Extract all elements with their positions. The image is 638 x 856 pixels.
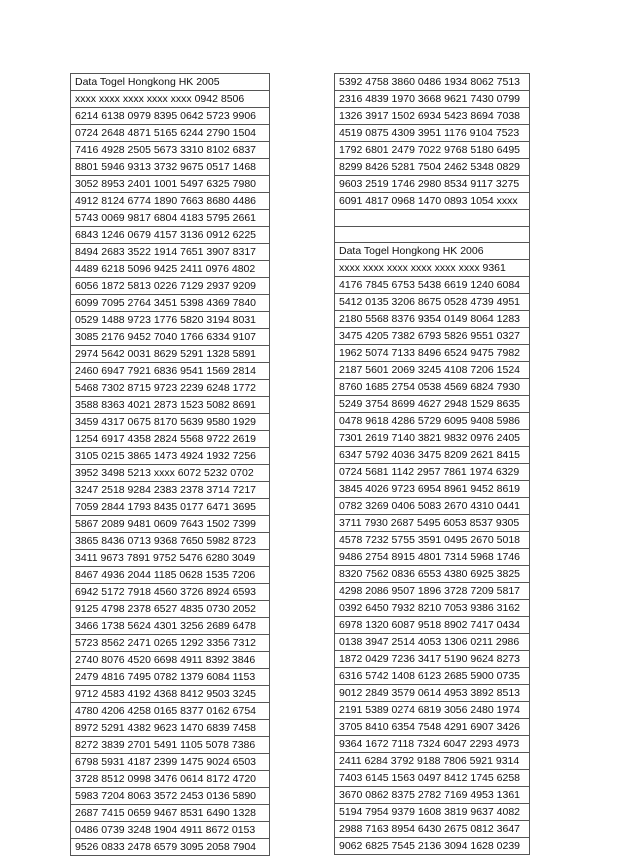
number-row: 8299 8426 5281 7504 2462 5348 0829: [335, 159, 530, 176]
table-row: [335, 176, 530, 193]
number-row: 3845 4026 9723 6954 8961 9452 8619: [335, 481, 530, 498]
number-row: 1326 3917 1502 6934 5423 8694 7038: [335, 108, 530, 125]
number-row: 4298 2086 9507 1896 3728 7209 5817: [335, 583, 530, 600]
table-row: [335, 787, 530, 804]
number-row: 3052 8953 2401 1001 5497 6325 7980: [71, 176, 270, 193]
number-row: 4578 7232 5755 3591 0495 2670 5018: [335, 532, 530, 549]
number-row: 2974 5642 0031 8629 5291 1328 5891: [71, 346, 270, 363]
number-row: 1872 0429 7236 3417 5190 9624 8273: [335, 651, 530, 668]
number-row: 3705 8410 6354 7548 4291 6907 3426: [335, 719, 530, 736]
table-row: [71, 397, 270, 414]
table-row: [71, 244, 270, 261]
number-row: 1792 6801 2479 7022 9768 5180 6495: [335, 142, 530, 159]
table-row: [71, 329, 270, 346]
table-row: [71, 74, 270, 91]
number-row: 9603 2519 1746 2980 8534 9117 3275: [335, 176, 530, 193]
number-row: 3411 9673 7891 9752 5476 6280 3049: [71, 550, 270, 567]
table-row: [335, 328, 530, 345]
table-row: [71, 346, 270, 363]
table-row: [335, 549, 530, 566]
table-row: [335, 702, 530, 719]
table-row: [335, 243, 530, 260]
table-row: [335, 668, 530, 685]
table-row: [71, 788, 270, 805]
table-row: [335, 413, 530, 430]
table-row: [335, 74, 530, 91]
table-row: [335, 583, 530, 600]
table-row: [335, 753, 530, 770]
table-row: [71, 703, 270, 720]
table-row: [71, 465, 270, 482]
table-row: [71, 261, 270, 278]
table-title-2006: Data Togel Hongkong HK 2006: [335, 243, 530, 260]
number-row: 9712 4583 4192 4368 8412 9503 3245: [71, 686, 270, 703]
number-row: 3247 2518 9284 2383 2378 3714 7217: [71, 482, 270, 499]
table-row: [71, 618, 270, 635]
left-data-table: [70, 73, 270, 856]
number-row: 5983 7204 8063 3572 2453 0136 5890: [71, 788, 270, 805]
number-row: 8972 5291 4382 9623 1470 6839 7458: [71, 720, 270, 737]
number-row: 6798 5931 4187 2399 1475 9024 6503: [71, 754, 270, 771]
table-row: [335, 277, 530, 294]
number-row: 5249 3754 8699 4627 2948 1529 8635: [335, 396, 530, 413]
table-title-2005: Data Togel Hongkong HK 2005: [71, 74, 270, 91]
right-data-table: [334, 73, 530, 855]
table-row: [71, 720, 270, 737]
number-row: 2180 5568 8376 9354 0149 8064 1283: [335, 311, 530, 328]
table-row: [71, 108, 270, 125]
table-row: [335, 719, 530, 736]
number-row: 2316 4839 1970 3668 9621 7430 0799: [335, 91, 530, 108]
number-row: 3588 8363 4021 2873 1523 5082 8691: [71, 397, 270, 414]
number-row: 2411 6284 3792 9188 7806 5921 9314: [335, 753, 530, 770]
table-row: [335, 617, 530, 634]
number-row: 6056 1872 5813 0226 7129 2937 9209: [71, 278, 270, 295]
number-row: 6091 4817 0968 1470 0893 1054 xxxx: [335, 193, 530, 210]
number-row: 2460 6947 7921 6836 9541 1569 2814: [71, 363, 270, 380]
number-row: 9012 2849 3579 0614 4953 3892 8513: [335, 685, 530, 702]
number-row: 5723 8562 2471 0265 1292 3356 7312: [71, 635, 270, 652]
empty-row: [335, 210, 530, 227]
number-row: 4912 8124 6774 1890 7663 8680 4486: [71, 193, 270, 210]
number-row: 3459 4317 0675 8170 5639 9580 1929: [71, 414, 270, 431]
table-row: [71, 516, 270, 533]
number-row: 6316 5742 1408 6123 2685 5900 0735: [335, 668, 530, 685]
table-row: [71, 482, 270, 499]
number-row: 0724 2648 4871 5165 6244 2790 1504: [71, 125, 270, 142]
number-row: 7059 2844 1793 8435 0177 6471 3695: [71, 499, 270, 516]
number-row: 7403 6145 1563 0497 8412 1745 6258: [335, 770, 530, 787]
table-row: [335, 362, 530, 379]
table-row: [71, 91, 270, 108]
table-row: [335, 838, 530, 855]
number-row: 9526 0833 2478 6579 3095 2058 7904: [71, 839, 270, 856]
number-row: 3475 4205 7382 6793 5826 9551 0327: [335, 328, 530, 345]
number-row: 1962 5074 7133 8496 6524 9475 7982: [335, 345, 530, 362]
number-row: 3711 7930 2687 5495 6053 8537 9305: [335, 515, 530, 532]
table-row: [71, 363, 270, 380]
table-row: [335, 600, 530, 617]
table-row: [71, 737, 270, 754]
number-row: 5867 2089 9481 0609 7643 1502 7399: [71, 516, 270, 533]
table-row: [335, 447, 530, 464]
table-row: [71, 584, 270, 601]
number-row: 2191 5389 0274 6819 3056 2480 1974: [335, 702, 530, 719]
table-row: [335, 210, 530, 227]
number-row: 0138 3947 2514 4053 1306 0211 2986: [335, 634, 530, 651]
number-row: 4489 6218 5096 9425 2411 0976 4802: [71, 261, 270, 278]
table-row: [335, 379, 530, 396]
table-row: [71, 278, 270, 295]
number-row: 3670 0862 8375 2782 7169 4953 1361: [335, 787, 530, 804]
table-row: [335, 515, 530, 532]
number-row: 5412 0135 3206 8675 0528 4739 4951: [335, 294, 530, 311]
left-table-body: [71, 74, 270, 856]
table-row: [71, 652, 270, 669]
table-row: [71, 176, 270, 193]
number-row: 8467 4936 2044 1185 0628 1535 7206: [71, 567, 270, 584]
number-row: 3466 1738 5624 4301 3256 2689 6478: [71, 618, 270, 635]
table-row: [335, 498, 530, 515]
number-row: 5468 7302 8715 9723 2239 6248 1772: [71, 380, 270, 397]
number-row: 0529 1488 9723 1776 5820 3194 8031: [71, 312, 270, 329]
table-row: [71, 380, 270, 397]
number-row: 6214 6138 0979 8395 0642 5723 9906: [71, 108, 270, 125]
number-row: 7301 2619 7140 3821 9832 0976 2405: [335, 430, 530, 447]
table-row: [335, 108, 530, 125]
table-row: [335, 142, 530, 159]
table-row: [71, 193, 270, 210]
table-row: [71, 499, 270, 516]
table-row: [335, 125, 530, 142]
number-row: 0782 3269 0406 5083 2670 4310 0441: [335, 498, 530, 515]
number-row: 8494 2683 3522 1914 7651 3907 8317: [71, 244, 270, 261]
number-row: 9125 4798 2378 6527 4835 0730 2052: [71, 601, 270, 618]
table-row: [335, 159, 530, 176]
number-row: 3105 0215 3865 1473 4924 1932 7256: [71, 448, 270, 465]
table-row: [335, 345, 530, 362]
number-row: 6978 1320 6087 9518 8902 7417 0434: [335, 617, 530, 634]
table-row: [335, 770, 530, 787]
number-row: 2187 5601 2069 3245 4108 7206 1524: [335, 362, 530, 379]
table-row: [71, 771, 270, 788]
number-row: 0392 6450 7932 8210 7053 9386 3162: [335, 600, 530, 617]
number-row: 4519 0875 4309 3951 1176 9104 7523: [335, 125, 530, 142]
number-row: 3865 8436 0713 9368 7650 5982 8723: [71, 533, 270, 550]
table-row: [71, 550, 270, 567]
number-row: 6099 7095 2764 3451 5398 4369 7840: [71, 295, 270, 312]
number-row: 7416 4928 2505 5673 3310 8102 6837: [71, 142, 270, 159]
table-row: [71, 125, 270, 142]
table-row: [71, 601, 270, 618]
table-row: [71, 635, 270, 652]
table-row: [71, 533, 270, 550]
empty-row: [335, 226, 530, 243]
table-row: [71, 210, 270, 227]
number-row: 9364 1672 7118 7324 6047 2293 4973: [335, 736, 530, 753]
table-row: [335, 396, 530, 413]
table-row: [71, 295, 270, 312]
table-row: [335, 311, 530, 328]
number-row: 4780 4206 4258 0165 8377 0162 6754: [71, 703, 270, 720]
table-row: [335, 804, 530, 821]
table-row: [71, 805, 270, 822]
table-row: [71, 227, 270, 244]
table-row: [71, 312, 270, 329]
number-row: 8801 5946 9313 3732 9675 0517 1468: [71, 159, 270, 176]
number-row: 9486 2754 8915 4801 7314 5968 1746: [335, 549, 530, 566]
table-row: [335, 193, 530, 210]
table-row: [335, 736, 530, 753]
right-table-body: [335, 74, 530, 855]
table-row: [335, 294, 530, 311]
table-row: [335, 226, 530, 243]
table-row: [71, 448, 270, 465]
number-row: 1254 6917 4358 2824 5568 9722 2619: [71, 431, 270, 448]
table-row: [335, 430, 530, 447]
table-row: [335, 91, 530, 108]
table-row: [335, 260, 530, 277]
number-row: 3085 2176 9452 7040 1766 6334 9107: [71, 329, 270, 346]
table-row: [71, 839, 270, 856]
number-row: 2740 8076 4520 6698 4911 8392 3846: [71, 652, 270, 669]
table-row: [335, 481, 530, 498]
table-subtitle-2005: xxxx xxxx xxxx xxxx xxxx 0942 8506: [71, 91, 270, 108]
table-row: [335, 634, 530, 651]
table-row: [71, 754, 270, 771]
table-row: [335, 821, 530, 838]
number-row: 2479 4816 7495 0782 1379 6084 1153: [71, 669, 270, 686]
number-row: 8272 3839 2701 5491 1105 5078 7386: [71, 737, 270, 754]
table-row: [71, 431, 270, 448]
number-row: 8320 7562 0836 6553 4380 6925 3825: [335, 566, 530, 583]
number-row: 5743 0069 9817 6804 4183 5795 2661: [71, 210, 270, 227]
number-row: 6843 1246 0679 4157 3136 0912 6225: [71, 227, 270, 244]
number-row: 4176 7845 6753 5438 6619 1240 6084: [335, 277, 530, 294]
table-row: [71, 159, 270, 176]
number-row: 0486 0739 3248 1904 4911 8672 0153: [71, 822, 270, 839]
number-row: 5392 4758 3860 0486 1934 8062 7513: [335, 74, 530, 91]
number-row: 6347 5792 4036 3475 8209 2621 8415: [335, 447, 530, 464]
table-row: [335, 532, 530, 549]
table-row: [71, 669, 270, 686]
number-row: 0478 9618 4286 5729 6095 9408 5986: [335, 413, 530, 430]
number-row: 3728 8512 0998 3476 0614 8172 4720: [71, 771, 270, 788]
table-row: [335, 685, 530, 702]
number-row: 6942 5172 7918 4560 3726 8924 6593: [71, 584, 270, 601]
number-row: 0724 5681 1142 2957 7861 1974 6329: [335, 464, 530, 481]
number-row: 3952 3498 5213 xxxx 6072 5232 0702: [71, 465, 270, 482]
table-row: [335, 464, 530, 481]
table-row: [71, 567, 270, 584]
number-row: 2687 7415 0659 9467 8531 6490 1328: [71, 805, 270, 822]
table-row: [71, 414, 270, 431]
table-row: [335, 566, 530, 583]
number-row: 9062 6825 7545 2136 3094 1628 0239: [335, 838, 530, 855]
table-row: [71, 686, 270, 703]
number-row: 8760 1685 2754 0538 4569 6824 7930: [335, 379, 530, 396]
table-row: [71, 822, 270, 839]
table-row: [71, 142, 270, 159]
table-subtitle-2006: xxxx xxxx xxxx xxxx xxxx xxxx 9361: [335, 260, 530, 277]
number-row: 2988 7163 8954 6430 2675 0812 3647: [335, 821, 530, 838]
table-row: [335, 651, 530, 668]
number-row: 5194 7954 9379 1608 3819 9637 4082: [335, 804, 530, 821]
